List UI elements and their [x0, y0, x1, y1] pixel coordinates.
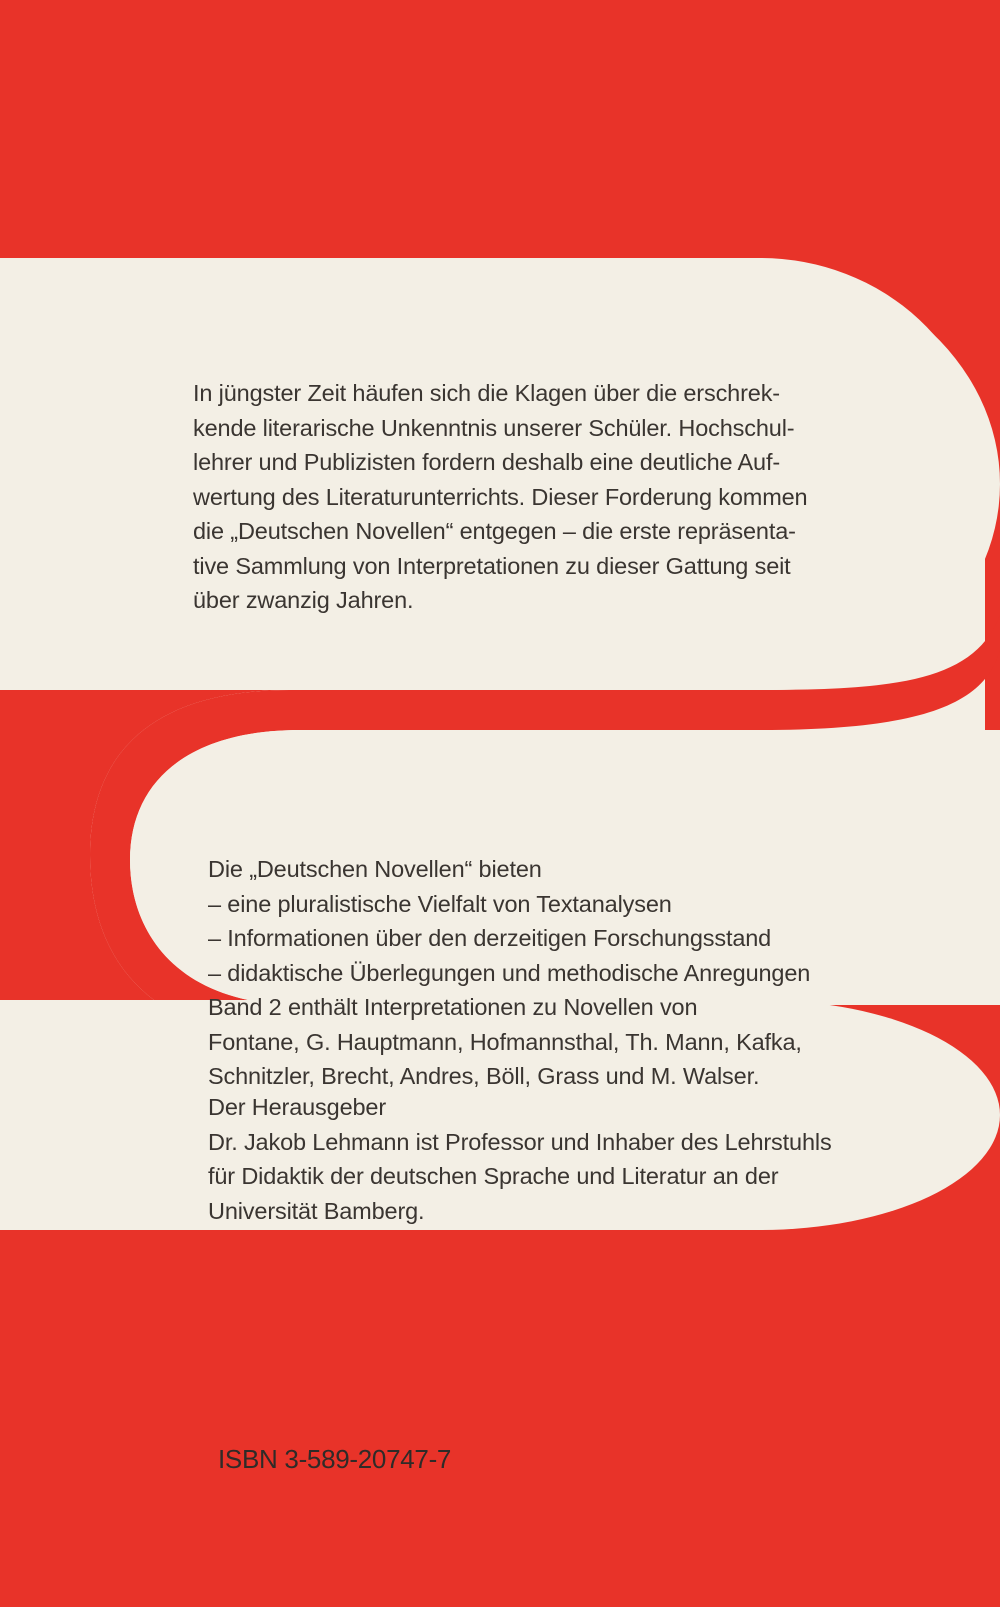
offers-line: Fontane, G. Hauptmann, Hofmannsthal, Th. Mann, Kafka, [208, 1028, 802, 1055]
intro-line: lehrer und Publizisten fordern deshalb eine deutliche Auf- [193, 449, 781, 475]
intro-line: kende literarische Unkenntnis unserer Schüler. Hochschul- [193, 414, 795, 441]
intro-line: wertung des Literaturunterrichts. Dieser Forderung kommen [193, 483, 808, 510]
intro-line: die „Deutschen Novellen“ entgegen – die erste repräsenta- [193, 518, 796, 544]
intro-line: In jüngster Zeit häufen sich die Klagen über die erschrek- [193, 380, 780, 406]
intro-line: tive Sammlung von Interpretationen zu dieser Gattung seit [193, 552, 791, 579]
offers-line: Band 2 enthält Interpretationen zu Novellen von [208, 994, 698, 1020]
isbn-number: ISBN 3-589-20747-7 [218, 1444, 452, 1474]
offers-line: – Informationen über den derzeitigen Forschungsstand [208, 925, 772, 951]
offers-paragraph [208, 852, 810, 1094]
editor-line: Universität Bamberg. [208, 1197, 425, 1224]
offers-line: Schnitzler, Brecht, Andres, Böll, Grass und M. Walser. [208, 1063, 760, 1089]
editor-paragraph [208, 1090, 832, 1228]
editor-heading: Der Herausgeber [208, 1094, 387, 1120]
editor-line: Dr. Jakob Lehmann ist Professor und Inhaber des Lehrstuhls [208, 1128, 832, 1155]
editor-line: für Didaktik der deutschen Sprache und Literatur an der [208, 1163, 779, 1189]
intro-line: über zwanzig Jahren. [193, 587, 414, 613]
offers-line: – didaktische Überlegungen und methodische Anregungen [208, 959, 811, 986]
offers-line: Die „Deutschen Novellen“ bieten [208, 856, 542, 882]
offers-line: – eine pluralistische Vielfalt von Textanalysen [208, 890, 672, 917]
intro-paragraph [193, 376, 807, 618]
